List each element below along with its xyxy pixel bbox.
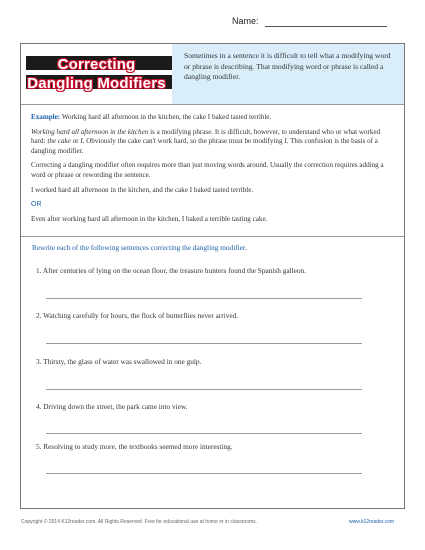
correction-2: Even after working hard all afternoon in the kitchen, I baked a terrible tasting cake.: [31, 214, 268, 223]
explanation-paragraph: [31, 128, 396, 157]
answer-line-2[interactable]: [46, 343, 362, 344]
intro-text: Sometimes in a sentence it is difficult to tell what a modifying word or phrase is describing. That modifying word or phrase is called a dangling modifier.: [184, 51, 391, 81]
explanation-text: . Obviously the cake can't work hard, so the phrase must be modifying: [82, 137, 285, 146]
answer-line-4[interactable]: [46, 433, 362, 434]
explanation-italic: the cake: [47, 137, 71, 146]
explanation-italic: Working hard all afternoon in the kitchen: [31, 127, 149, 136]
intro-box: [172, 44, 404, 104]
question-3: 3. Thirsty, the glass of water was swallowed in one gulp.: [36, 357, 202, 366]
explanation-text: . This confusion is the basis of a dangling modifier.: [31, 137, 378, 155]
question-4: 4. Driving down the street, the park came into view.: [36, 402, 188, 411]
question-2: 2. Watching carefully for hours, the flock of butterflies never arrived.: [36, 311, 239, 320]
title-block: [21, 44, 172, 104]
example-box: [21, 104, 404, 237]
copyright-footer: Copyright © 2014 K12reader.com. All Rights Reserved. Free for educational use at home or in classrooms.: [21, 519, 258, 525]
title-line-1: Correcting: [57, 56, 136, 73]
explanation-italic: I: [284, 137, 287, 146]
example-paragraph: [31, 113, 396, 123]
example-label: Example:: [31, 113, 61, 121]
answer-line-3[interactable]: [46, 389, 362, 390]
answer-line-1[interactable]: [46, 298, 362, 299]
explanation-text: is a modifying phrase. It is difficult, however, to understand who or what worked hard:: [31, 127, 381, 146]
correction-note: Correcting a dangling modifier often requires more than just moving words around. Usually the correction requires adding a word or phrase or rewording the sentence.: [31, 161, 384, 179]
or-label: OR: [31, 201, 42, 209]
name-field: [232, 16, 259, 26]
name-label: Name:: [232, 16, 259, 26]
exercise-instructions: Rewrite each of the following sentences correcting the dangling modifier.: [32, 243, 247, 252]
question-1: 1. After centuries of lying on the ocean floor, the treasure hunters found the Spanish galleon.: [36, 266, 307, 275]
correction-1: I worked hard all afternoon in the kitchen, and the cake I baked tasted terrible.: [31, 185, 254, 194]
name-write-line[interactable]: [265, 26, 387, 27]
explanation-italic: I: [80, 137, 83, 146]
title-line-2: Dangling Modifiers: [27, 75, 166, 92]
explanation-text: or: [70, 137, 81, 146]
website-link[interactable]: www.k12reader.com: [349, 519, 395, 525]
answer-line-5[interactable]: [46, 473, 362, 474]
example-sentence: Working hard all afternoon in the kitchen, the cake I baked tasted terrible.: [61, 113, 272, 121]
question-5: 5. Resolving to study more, the textbooks seemed more interesting.: [36, 442, 233, 451]
